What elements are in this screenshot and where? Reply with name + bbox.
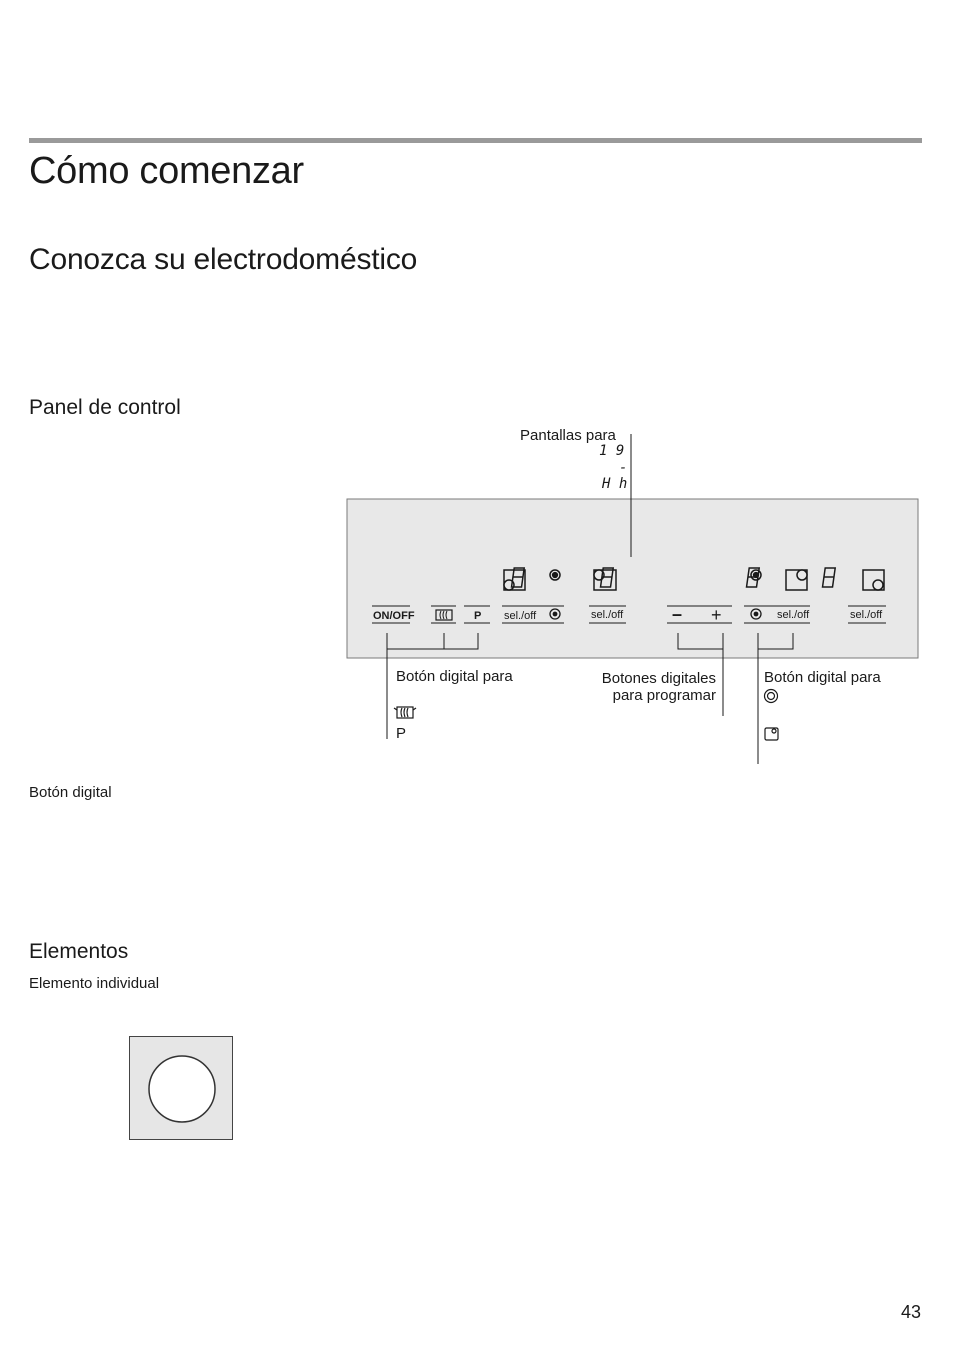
page-number: 43 bbox=[900, 1302, 921, 1322]
sel-off-button-rear-right[interactable]: sel./off bbox=[777, 609, 810, 621]
on-off-button[interactable]: ON/OFF bbox=[373, 610, 415, 622]
sel-off-button-front-left[interactable]: sel./off bbox=[504, 610, 537, 622]
elements-heading: Elementos bbox=[29, 940, 129, 963]
control-panel-diagram bbox=[340, 420, 930, 780]
program-buttons-callout: Botones digitales para programar bbox=[601, 670, 716, 704]
p-button[interactable]: P bbox=[474, 610, 482, 622]
section-title: Conozca su electrodoméstico bbox=[29, 243, 418, 276]
sel-off-button-rear-left[interactable]: sel./off bbox=[591, 609, 624, 621]
display-code-level: 1 9 bbox=[599, 443, 625, 459]
single-element-diagram bbox=[129, 1036, 233, 1140]
single-element-label: Elemento individual bbox=[29, 975, 160, 992]
right-button-callout: Botón digital para bbox=[764, 669, 881, 686]
plus-button[interactable]: + bbox=[711, 605, 722, 625]
page-title: Cómo comenzar bbox=[29, 150, 304, 192]
title-rule bbox=[29, 138, 922, 143]
left-button-callout: Botón digital para bbox=[396, 668, 513, 685]
display-code-dash: - bbox=[619, 460, 628, 476]
panel-surface bbox=[347, 499, 918, 658]
sel-off-button-front-right[interactable]: sel./off bbox=[850, 609, 883, 621]
touch-button-label: Botón digital bbox=[29, 784, 112, 801]
display-code-heat: H h bbox=[602, 476, 628, 492]
dual-ring-callout-icon bbox=[765, 690, 778, 703]
control-panel-svg bbox=[340, 420, 930, 780]
warming-callout-icon bbox=[394, 707, 416, 718]
displays-callout: Pantallas para bbox=[520, 427, 616, 444]
control-panel-heading: Panel de control bbox=[29, 396, 181, 419]
minus-button[interactable]: – bbox=[672, 604, 683, 624]
rectangle-zone-callout-icon bbox=[765, 728, 778, 740]
single-element-burner-icon bbox=[149, 1056, 215, 1122]
p-callout: P bbox=[396, 725, 407, 742]
